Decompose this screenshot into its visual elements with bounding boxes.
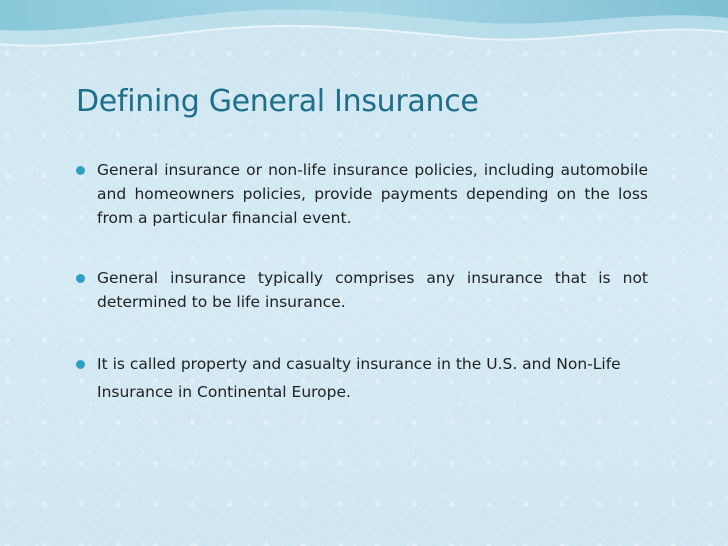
bullet-text: General insurance or non-life insurance policies, including automobile and homeowners policies, provide payments depending on the loss from a particular financial event.	[97, 161, 648, 227]
bullet-item	[76, 266, 648, 314]
bullet-dot-icon	[76, 274, 85, 283]
bullet-text: It is called property and casualty insurance in the U.S. and Non-Life Insurance in Continental Europe.	[97, 355, 621, 401]
bullet-dot-icon	[76, 166, 85, 175]
bullet-item	[76, 350, 648, 406]
bullet-list	[76, 158, 648, 406]
wave-header-decoration	[0, 0, 728, 70]
slide-title: Defining General Insurance	[76, 84, 479, 119]
bullet-dot-icon	[76, 360, 85, 369]
bullet-item	[76, 158, 648, 230]
bullet-text: General insurance typically comprises any insurance that is not determined to be life insurance.	[97, 269, 648, 311]
